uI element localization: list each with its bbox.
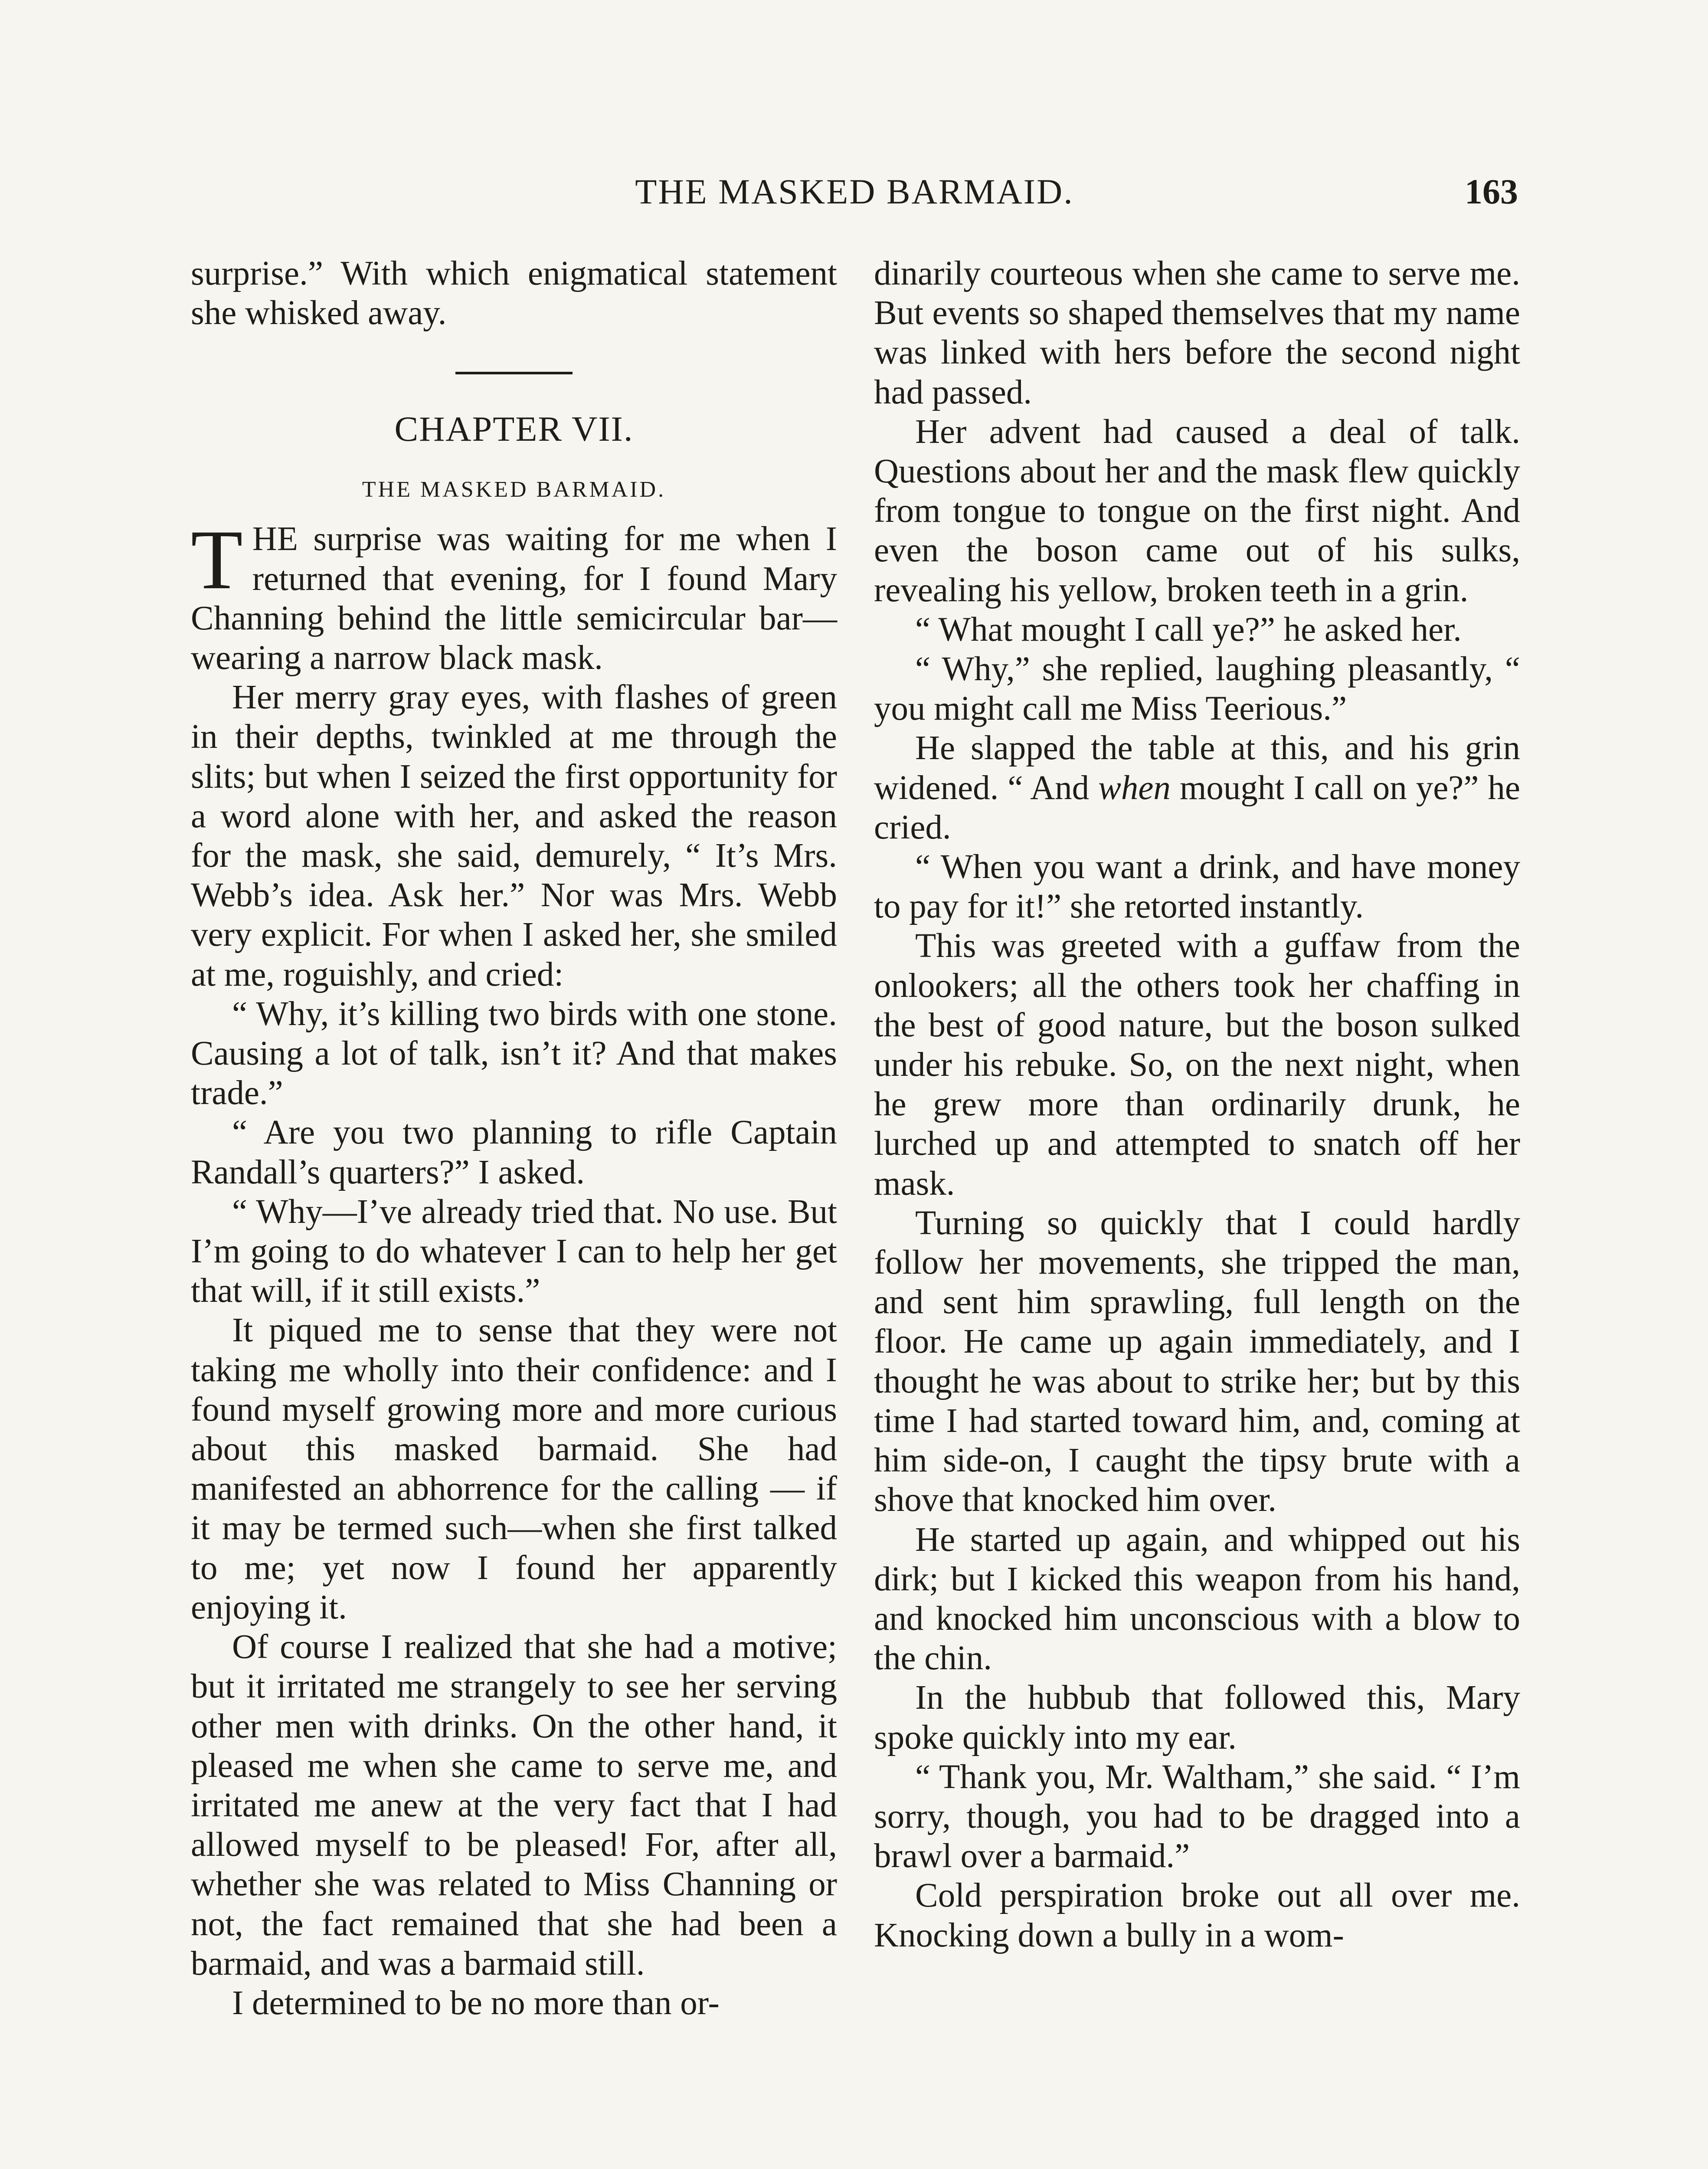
- paragraph: “ Why—I’ve already tried that. No use. But I’m going to do whatever I can to help her get that will, if it still exists.”: [191, 1193, 837, 1310]
- paragraph: “ Why, it’s killing two birds with one stone. Causing a lot of talk, isn’t it? And that makes trade.”: [191, 995, 837, 1112]
- paragraph-text: mought I call on ye?” he cried.: [874, 769, 1520, 846]
- paragraph: [874, 728, 1520, 847]
- paragraph: Of course I realized that she had a motive; but it irritated me strangely to see her serving other men with drinks. On the other hand, it pleased me when she came to serve me, and irritated me anew at the very fact that I had allowed myself to be pleased! For, after all, whether she was related to Miss Channing or not, the fact remained that she had been a barmaid, and was a barmaid still.: [191, 1628, 837, 1982]
- paragraph: dinarily courteous when she came to serve me. But events so shaped themselves that my name was linked with hers before the second night had passed.: [874, 255, 1520, 411]
- paragraph: I determined to be no more than or-: [232, 1984, 720, 2022]
- emphasis-text: when: [1098, 769, 1171, 807]
- paragraph: He started up again, and whipped out his dirk; but I kicked this weapon from his hand, and knocked him unconscious with a blow to the chin.: [874, 1520, 1520, 1678]
- paragraph: Her advent had caused a deal of talk. Questions about her and the mask flew quickly from tongue to tongue on the first night. And even the boson came out of his sulks, revealing his yellow, broken teeth in a grin.: [874, 413, 1520, 609]
- paragraph: “ What mought I call ye?” he asked her.: [915, 610, 1462, 649]
- drop-cap: T: [191, 513, 243, 607]
- paragraph: It piqued me to sense that they were not taking me wholly into their confidence: and I found myself growing more and more curious about this masked barmaid. She had manifested an abhorrence for the calling — if it may be termed such—when she first talked to me; yet now I found her apparently enjoying it.: [191, 1311, 837, 1626]
- opening-paragraph-text: HE surprise was waiting for me when I returned that evening, for I found Mary Channing behind the little semicircular bar—wearing a narrow black mask.: [191, 520, 837, 677]
- paragraph: Cold perspiration broke out all over me. Knocking down a bully in a wom-: [874, 1877, 1520, 1954]
- running-head: THE MASKED BARMAID.: [635, 172, 1074, 211]
- paragraph: “ When you want a drink, and have money to pay for it!” she retorted instantly.: [874, 848, 1520, 926]
- page-number: 163: [1465, 172, 1518, 211]
- chapter-subtitle: THE MASKED BARMAID.: [362, 477, 666, 502]
- paragraph: In the hubbub that followed this, Mary spoke quickly into my ear.: [874, 1679, 1520, 1756]
- opening-paragraph: [191, 513, 837, 678]
- paragraph: This was greeted with a guffaw from the onlookers; all the others took her chaffing in the best of good nature, but the boson sulked under his rebuke. So, on the next night, when he grew more than ordinarily drunk, he lurched up and attempted to snatch off her mask.: [874, 927, 1520, 1202]
- paragraph: “ Thank you, Mr. Waltham,” she said. “ I’m sorry, though, you had to be dragged into a brawl over a barmaid.”: [874, 1758, 1520, 1875]
- paragraph: Her merry gray eyes, with flashes of green in their depths, twinkled at me through the slits; but when I seized the first opportunity for a word alone with her, and asked the reason for the mask, she said, demurely, “ It’s Mrs. Webb’s idea. Ask her.” Nor was Mrs. Webb very explicit. For when I asked her, she smiled at me, roguishly, and cried:: [191, 678, 837, 993]
- paragraph: surprise.” With which enigmatical statement she whisked away.: [191, 255, 837, 332]
- left-column: [191, 254, 837, 2023]
- page-header: [191, 171, 1518, 219]
- paragraph: “ Why,” she replied, laughing pleasantly, “ you might call me Miss Teerious.”: [874, 650, 1520, 728]
- paragraph: “ Are you two planning to rifle Captain Randall’s quarters?” I asked.: [191, 1114, 837, 1191]
- chapter-title: CHAPTER VII.: [394, 409, 634, 449]
- paragraph-text: He slapped the table at this, and his grin widened. “ And: [874, 729, 1520, 807]
- paragraph: Turning so quickly that I could hardly follow her movements, she tripped the man, and sent him sprawling, full length on the floor. He came up again immediately, and I thought he was about to strike her; but by this time I had started toward him, and, coming at him side-on, I caught the tipsy brute with a shove that knocked him over.: [874, 1204, 1520, 1519]
- right-column: [874, 254, 1520, 1955]
- chapter-divider: [455, 372, 573, 374]
